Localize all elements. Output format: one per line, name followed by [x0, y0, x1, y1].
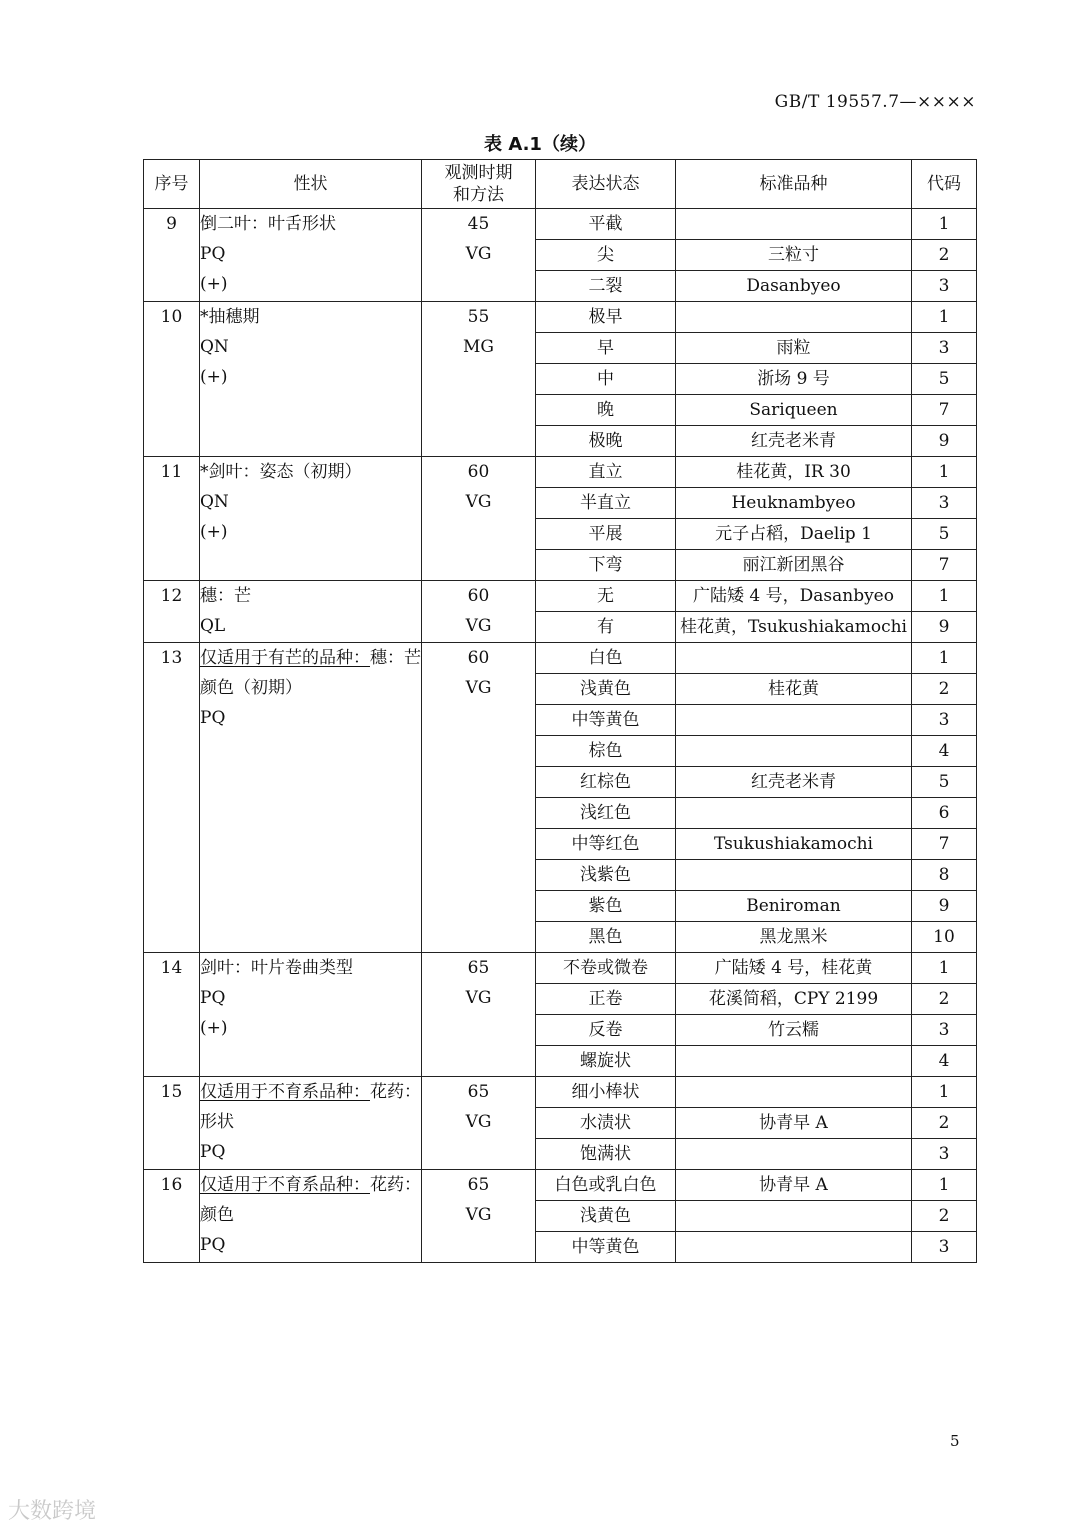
- expression-state: 晚: [536, 395, 676, 426]
- expression-state: 直立: [536, 457, 676, 488]
- table-row: [144, 953, 977, 984]
- trait-name: 剑叶：叶片卷曲类型: [200, 958, 353, 978]
- expression-state: 浅红色: [536, 798, 676, 829]
- state-code: 5: [912, 767, 977, 798]
- state-code: 9: [912, 426, 977, 457]
- expression-state: 白色: [536, 643, 676, 674]
- trait-name: 穗：芒: [200, 586, 251, 606]
- state-code: 9: [912, 891, 977, 922]
- col-header-code: 代码: [912, 160, 977, 209]
- observation-cell: [422, 1077, 536, 1170]
- trait-name-cell: [200, 457, 422, 581]
- trait-name-text: 花药：形状: [200, 1082, 421, 1132]
- trait-type: QN: [200, 337, 229, 357]
- expression-state: 平展: [536, 519, 676, 550]
- expression-state: 中: [536, 364, 676, 395]
- expression-state: 尖: [536, 240, 676, 271]
- state-code: 3: [912, 488, 977, 519]
- example-variety: 浙场 9 号: [676, 364, 912, 395]
- growth-stage: 60: [467, 648, 490, 668]
- expression-state: 黑色: [536, 922, 676, 953]
- expression-state: 中等红色: [536, 829, 676, 860]
- expression-state: 半直立: [536, 488, 676, 519]
- example-variety: [676, 1139, 912, 1170]
- state-code: 10: [912, 922, 977, 953]
- trait-name-qualifier: 仅适用于不育系品种：: [200, 1175, 370, 1195]
- state-code: 4: [912, 1046, 977, 1077]
- expression-state: 细小棒状: [536, 1077, 676, 1108]
- state-code: 1: [912, 1077, 977, 1108]
- trait-number: 14: [144, 953, 200, 1077]
- state-code: 3: [912, 1232, 977, 1263]
- state-code: 6: [912, 798, 977, 829]
- example-variety: 花溪简稻，CPY 2199: [676, 984, 912, 1015]
- document-code: GB/T 19557.7—××××: [774, 92, 976, 112]
- state-code: 3: [912, 333, 977, 364]
- example-variety: 广陆矮 4 号，桂花黄: [676, 953, 912, 984]
- state-code: 3: [912, 1139, 977, 1170]
- table-row: [144, 457, 977, 488]
- example-variety: [676, 643, 912, 674]
- state-code: 8: [912, 860, 977, 891]
- example-variety: 丽江新团黑谷: [676, 550, 912, 581]
- observation-cell: [422, 302, 536, 457]
- expression-state: 下弯: [536, 550, 676, 581]
- state-code: 1: [912, 581, 977, 612]
- trait-type: PQ: [200, 1235, 226, 1255]
- example-variety: 广陆矮 4 号，Dasanbyeo: [676, 581, 912, 612]
- expression-state: 螺旋状: [536, 1046, 676, 1077]
- state-code: 3: [912, 1015, 977, 1046]
- growth-stage: 45: [467, 214, 490, 234]
- observation-method: VG: [465, 1205, 492, 1225]
- trait-name: *抽穗期: [200, 307, 260, 327]
- col-header-example-variety: 标准品种: [676, 160, 912, 209]
- growth-stage: 65: [467, 958, 490, 978]
- example-variety: 元子占稻，Daelip 1: [676, 519, 912, 550]
- state-code: 1: [912, 1170, 977, 1201]
- expression-state: 红棕色: [536, 767, 676, 798]
- expression-state: 无: [536, 581, 676, 612]
- example-variety: [676, 1077, 912, 1108]
- trait-number: 12: [144, 581, 200, 643]
- example-variety: 协青早 A: [676, 1170, 912, 1201]
- state-code: 1: [912, 953, 977, 984]
- table-row: [144, 581, 977, 612]
- expression-state: 极晚: [536, 426, 676, 457]
- expression-state: 二裂: [536, 271, 676, 302]
- state-code: 2: [912, 984, 977, 1015]
- trait-type: PQ: [200, 708, 226, 728]
- example-variety: Tsukushiakamochi: [676, 829, 912, 860]
- observation-method: VG: [465, 678, 492, 698]
- example-variety: [676, 1046, 912, 1077]
- trait-number: 13: [144, 643, 200, 953]
- state-code: 1: [912, 209, 977, 240]
- expression-state: 浅紫色: [536, 860, 676, 891]
- example-variety: [676, 798, 912, 829]
- trait-name-cell: [200, 1077, 422, 1170]
- example-variety: Sariqueen: [676, 395, 912, 426]
- expression-state: 平截: [536, 209, 676, 240]
- trait-table: [143, 159, 977, 1263]
- trait-explanation-marker: (+): [200, 1018, 228, 1038]
- example-variety: [676, 736, 912, 767]
- observation-cell: [422, 581, 536, 643]
- expression-state: 极早: [536, 302, 676, 333]
- state-code: 1: [912, 643, 977, 674]
- state-code: 3: [912, 271, 977, 302]
- trait-name-cell: [200, 581, 422, 643]
- example-variety: 红壳老米青: [676, 426, 912, 457]
- state-code: 3: [912, 705, 977, 736]
- observation-cell: [422, 1170, 536, 1263]
- expression-state: 浅黄色: [536, 674, 676, 705]
- trait-name-qualifier: 仅适用于不育系品种：: [200, 1082, 370, 1102]
- table-body: [144, 209, 977, 1263]
- trait-name: *剑叶：姿态（初期）: [200, 462, 362, 482]
- state-code: 2: [912, 240, 977, 271]
- state-code: 1: [912, 302, 977, 333]
- observation-method: VG: [465, 988, 492, 1008]
- example-variety: 桂花黄: [676, 674, 912, 705]
- trait-type: PQ: [200, 244, 226, 264]
- trait-number: 15: [144, 1077, 200, 1170]
- table-row: [144, 209, 977, 240]
- table-row: [144, 1077, 977, 1108]
- example-variety: [676, 209, 912, 240]
- expression-state: 白色或乳白色: [536, 1170, 676, 1201]
- state-code: 2: [912, 674, 977, 705]
- state-code: 9: [912, 612, 977, 643]
- expression-state: 紫色: [536, 891, 676, 922]
- trait-type: QN: [200, 492, 229, 512]
- trait-type: PQ: [200, 988, 226, 1008]
- example-variety: 黑龙黑米: [676, 922, 912, 953]
- expression-state: 正卷: [536, 984, 676, 1015]
- expression-state: 不卷或微卷: [536, 953, 676, 984]
- observation-cell: [422, 209, 536, 302]
- example-variety: 桂花黄，IR 30: [676, 457, 912, 488]
- trait-type: QL: [200, 616, 226, 636]
- state-code: 5: [912, 364, 977, 395]
- expression-state: 饱满状: [536, 1139, 676, 1170]
- growth-stage: 65: [467, 1175, 490, 1195]
- trait-name-cell: [200, 953, 422, 1077]
- table-title: 表 A.1（续）: [484, 134, 596, 155]
- table-row: [144, 1170, 977, 1201]
- state-code: 2: [912, 1201, 977, 1232]
- table-row: [144, 643, 977, 674]
- trait-type: PQ: [200, 1142, 226, 1162]
- example-variety: [676, 860, 912, 891]
- state-code: 7: [912, 829, 977, 860]
- example-variety: Heuknambyeo: [676, 488, 912, 519]
- observation-cell: [422, 953, 536, 1077]
- expression-state: 棕色: [536, 736, 676, 767]
- observation-method: MG: [463, 337, 494, 357]
- trait-name-cell: [200, 1170, 422, 1263]
- watermark-logo: 大数跨境: [8, 1499, 97, 1524]
- trait-number: 11: [144, 457, 200, 581]
- state-code: 1: [912, 457, 977, 488]
- trait-name-cell: [200, 643, 422, 953]
- example-variety: [676, 1232, 912, 1263]
- trait-name-qualifier: 仅适用于有芒的品种：: [200, 648, 370, 668]
- expression-state: 水渍状: [536, 1108, 676, 1139]
- table-row: [144, 302, 977, 333]
- expression-state: 有: [536, 612, 676, 643]
- example-variety: [676, 302, 912, 333]
- trait-name-cell: [200, 302, 422, 457]
- example-variety: 三粒寸: [676, 240, 912, 271]
- observation-method: VG: [465, 492, 492, 512]
- col-header-expression: 表达状态: [536, 160, 676, 209]
- expression-state: 中等黄色: [536, 705, 676, 736]
- col-header-observation: 观测时期和方法: [422, 160, 536, 209]
- example-variety: Dasanbyeo: [676, 271, 912, 302]
- expression-state: 反卷: [536, 1015, 676, 1046]
- observation-cell: [422, 643, 536, 953]
- trait-name: 倒二叶：叶舌形状: [200, 214, 336, 234]
- col-header-trait: 性状: [200, 160, 422, 209]
- trait-explanation-marker: (+): [200, 522, 228, 542]
- trait-number: 16: [144, 1170, 200, 1263]
- trait-explanation-marker: (+): [200, 367, 228, 387]
- expression-state: 早: [536, 333, 676, 364]
- example-variety: 雨粒: [676, 333, 912, 364]
- observation-cell: [422, 457, 536, 581]
- growth-stage: 60: [467, 462, 490, 482]
- col-header-no: 序号: [144, 160, 200, 209]
- growth-stage: 55: [467, 307, 490, 327]
- trait-number: 9: [144, 209, 200, 302]
- trait-name-text: 花药：颜色: [200, 1175, 421, 1225]
- observation-method: VG: [465, 1112, 492, 1132]
- state-code: 5: [912, 519, 977, 550]
- example-variety: 竹云糯: [676, 1015, 912, 1046]
- trait-name-cell: [200, 209, 422, 302]
- growth-stage: 65: [467, 1082, 490, 1102]
- state-code: 7: [912, 395, 977, 426]
- state-code: 7: [912, 550, 977, 581]
- example-variety: [676, 1201, 912, 1232]
- observation-method: VG: [465, 244, 492, 264]
- trait-name: [200, 643, 421, 703]
- observation-method: VG: [465, 616, 492, 636]
- expression-state: 中等黄色: [536, 1232, 676, 1263]
- state-code: 2: [912, 1108, 977, 1139]
- expression-state: 浅黄色: [536, 1201, 676, 1232]
- example-variety: 红壳老米青: [676, 767, 912, 798]
- trait-name: [200, 1170, 421, 1230]
- example-variety: 桂花黄，Tsukushiakamochi: [676, 612, 912, 643]
- trait-number: 10: [144, 302, 200, 457]
- table-header-row: [144, 160, 977, 209]
- trait-explanation-marker: (+): [200, 274, 228, 294]
- example-variety: [676, 705, 912, 736]
- example-variety: Beniroman: [676, 891, 912, 922]
- trait-name-text: 穗：芒颜色（初期）: [200, 648, 421, 698]
- page-number: 5: [950, 1432, 960, 1450]
- trait-name: [200, 1077, 421, 1137]
- example-variety: 协青早 A: [676, 1108, 912, 1139]
- state-code: 4: [912, 736, 977, 767]
- growth-stage: 60: [467, 586, 490, 606]
